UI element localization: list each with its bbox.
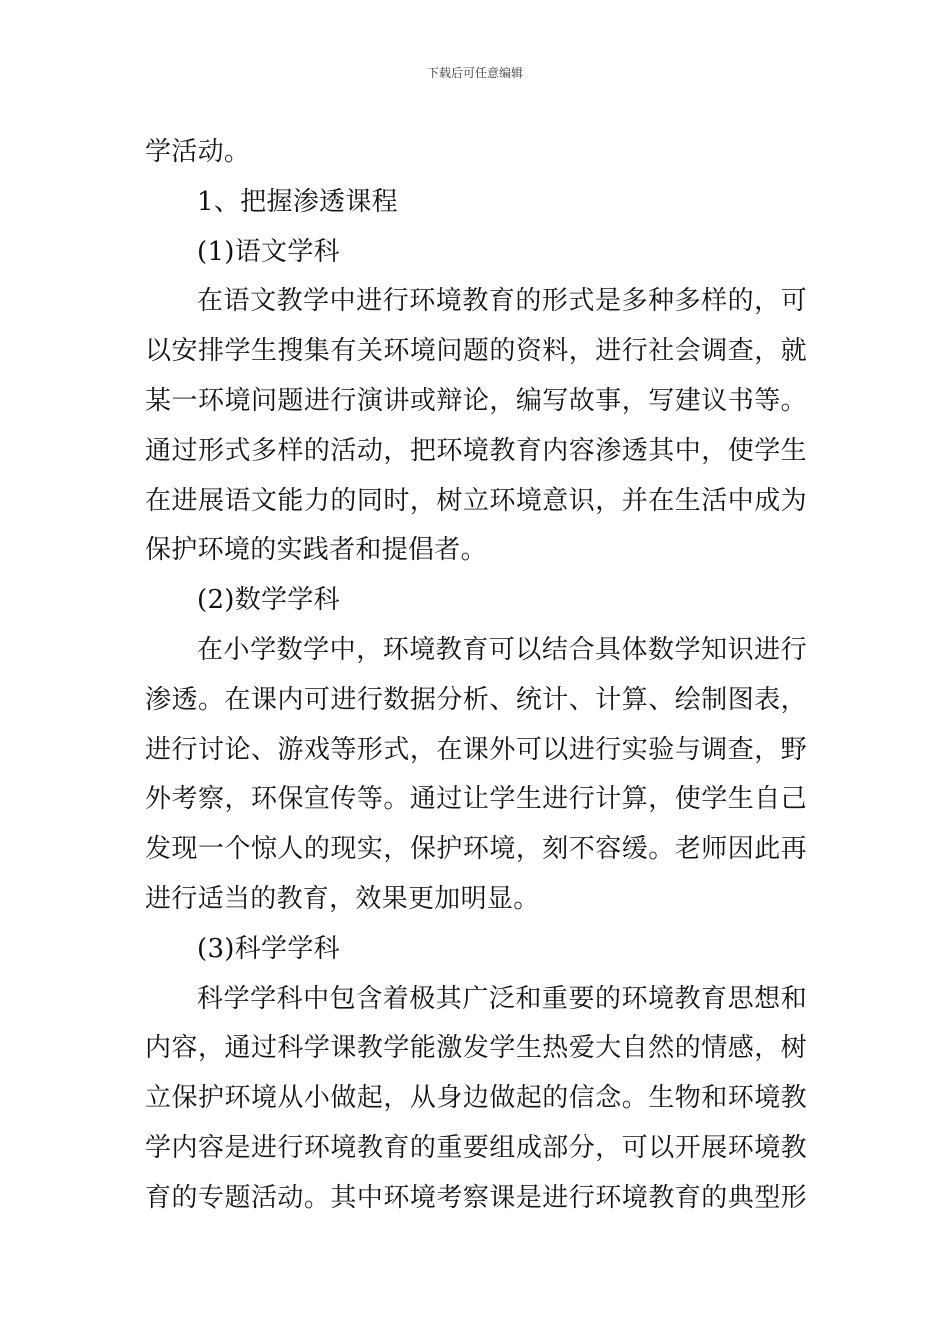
text-line: 1、把握渗透课程 [197, 186, 398, 217]
text-line: 在小学数学中，环境教育可以结合具体数学知识进行 [197, 634, 807, 665]
text-line: 通过形式多样的活动，把环境教育内容渗透其中，使学生 [145, 435, 807, 466]
text-line: 立保护环境从小做起，从身边做起的信念。生物和环境教 [145, 1083, 807, 1114]
document-body [145, 128, 807, 1224]
text-line: (1)语文学科 [197, 236, 340, 267]
page-header: 下载后可任意编辑 [426, 66, 523, 80]
text-line: (3)科学学科 [197, 933, 340, 964]
text-line: 内容，通过科学课教学能激发学生热爱大自然的情感，树 [145, 1033, 807, 1064]
text-line: 育的专题活动。其中环境考察课是进行环境教育的典型形 [145, 1182, 807, 1213]
text-line: 保护环境的实践者和提倡者。 [145, 535, 487, 566]
text-line: 发现一个惊人的现实，保护环境，刻不容缓。老师因此再 [145, 834, 807, 865]
text-line: (2)数学学科 [197, 585, 340, 616]
text-line: 在语文教学中进行环境教育的形式是多种多样的，可 [197, 286, 807, 317]
text-line: 进行讨论、游戏等形式，在课外可以进行实验与调查，野 [145, 734, 807, 765]
text-line: 以安排学生搜集有关环境问题的资料，进行社会调查，就 [145, 336, 807, 367]
text-line: 在进展语文能力的同时，树立环境意识，并在生活中成为 [145, 485, 807, 516]
text-line: 渗透。在课内可进行数据分析、统计、计算、绘制图表， [145, 684, 807, 715]
text-line: 学内容是进行环境教育的重要组成部分，可以开展环境教 [145, 1132, 807, 1163]
text-line: 进行适当的教育，效果更加明显。 [145, 883, 540, 914]
text-line: 学活动。 [145, 137, 251, 167]
text-line: 科学学科中包含着极其广泛和重要的环境教育思想和 [197, 983, 807, 1014]
text-line: 某一环境问题进行演讲或辩论，编写故事，写建议书等。 [145, 385, 807, 416]
text-line: 外考察，环保宣传等。通过让学生进行计算，使学生自己 [145, 784, 807, 815]
